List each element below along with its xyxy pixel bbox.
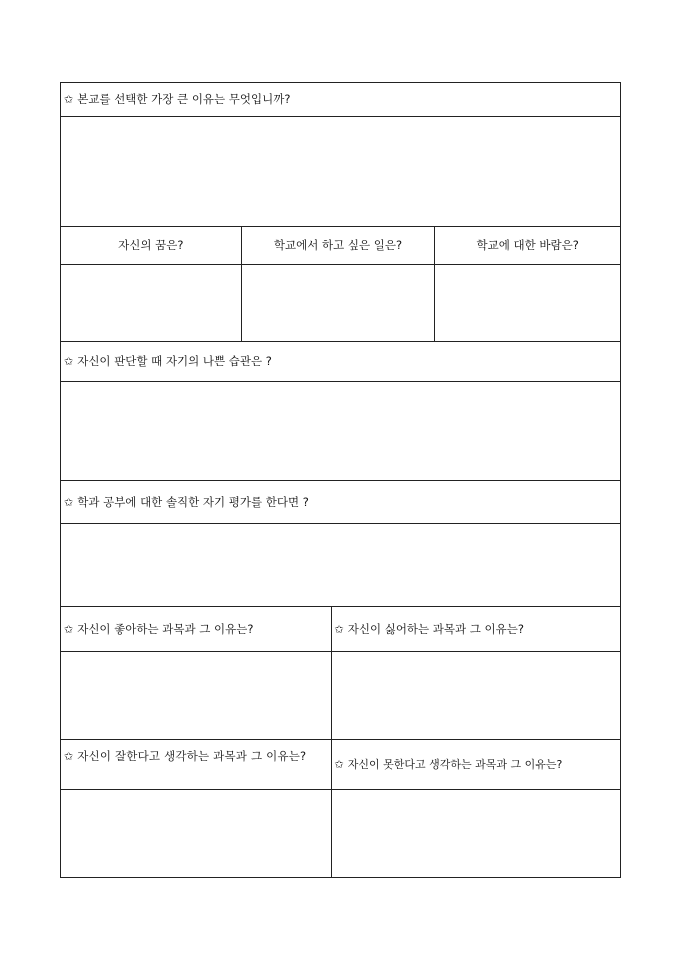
q5-left-question [61,740,332,790]
dream-answer-box[interactable] [61,265,242,342]
dream-header [61,227,242,265]
q1-row [61,83,621,117]
q4-left-answer-box[interactable] [61,652,332,740]
q1-question [61,83,621,117]
q1-answer-row [61,117,621,227]
school-hope-header [435,227,621,265]
q2-row [61,342,621,382]
q2-label: 자신이 판단할 때 자기의 나쁜 습관은 ? [77,354,272,368]
school-do-answer-box[interactable] [242,265,436,342]
q5-row [61,740,621,790]
q5-right-label: 자신이 못한다고 생각하는 과목과 그 이유는? [347,758,563,771]
q4-left-question [61,607,332,652]
q4-right-label: 자신이 싫어하는 과목과 그 이유는? [347,621,524,636]
dream-label: 자신의 꿈은? [118,238,184,252]
q5-right-answer-box[interactable] [332,790,621,878]
student-survey-form [60,82,621,878]
q4-answer-row [61,652,621,740]
q4-right-answer-box[interactable] [332,652,621,740]
q2-answer-row [61,382,621,481]
star-icon: ✩ [64,93,74,106]
q5-left-label: 자신이 잘한다고 생각하는 과목과 그 이유는? [77,749,307,763]
q4-row [61,607,621,652]
school-do-label: 학교에서 하고 싶은 일은? [273,238,403,252]
q3-answer-box[interactable] [61,524,621,607]
star-icon: ✩ [64,495,74,509]
q5-right-question [332,740,621,790]
star-icon: ✩ [64,355,74,368]
q3-answer-row [61,524,621,607]
school-do-header [242,227,436,265]
q4-left-label: 자신이 좋아하는 과목과 그 이유는? [77,621,254,636]
q2-question [61,342,621,382]
three-column-answer-row [61,265,621,342]
q5-left-answer-box[interactable] [61,790,332,878]
q2-answer-box[interactable] [61,382,621,481]
q3-label: 학과 공부에 대한 솔직한 자기 평가를 한다면 ? [77,494,309,509]
q1-answer-box[interactable] [61,117,621,227]
star-icon: ✩ [334,622,344,636]
q3-question [61,481,621,524]
three-column-header-row [61,227,621,265]
school-hope-label: 학교에 대한 바람은? [476,238,579,252]
q1-label: 본교를 선택한 가장 큰 이유는 무엇입니까? [77,92,291,106]
star-icon: ✩ [64,750,74,763]
q4-right-question [332,607,621,652]
star-icon: ✩ [64,622,74,636]
q3-row [61,481,621,524]
star-icon: ✩ [334,758,344,771]
school-hope-answer-box[interactable] [435,265,621,342]
q5-answer-row [61,790,621,878]
